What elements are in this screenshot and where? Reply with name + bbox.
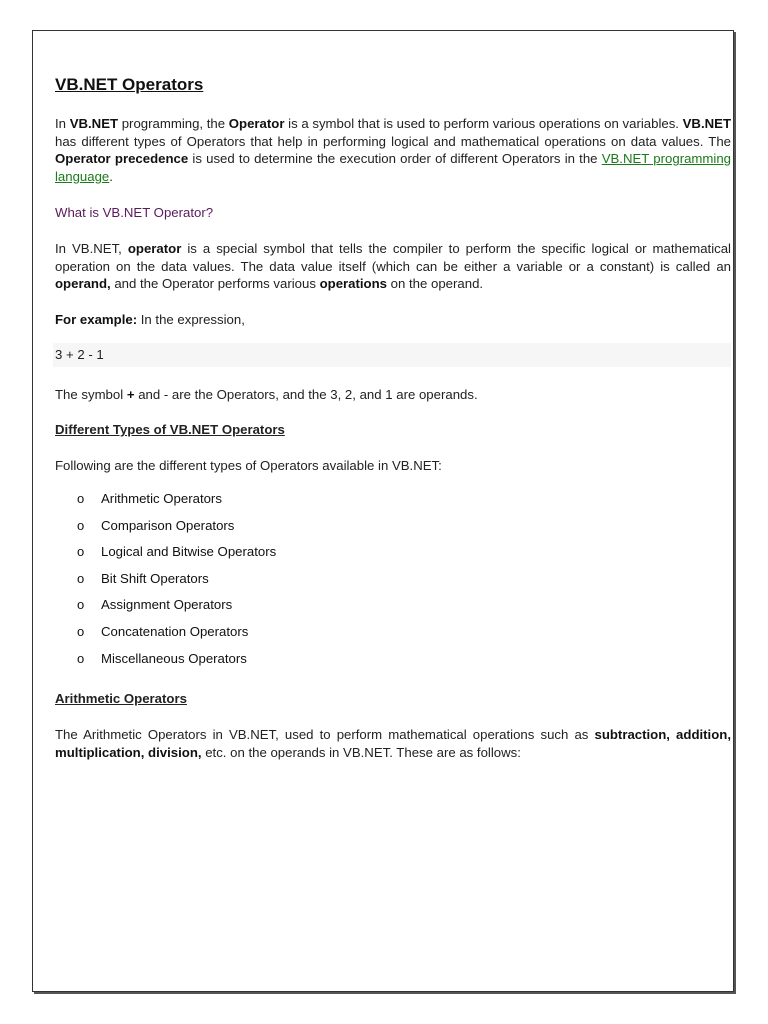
symbol-note-paragraph [55, 386, 731, 404]
definition-paragraph [55, 240, 731, 293]
definition-bold-1: operator [127, 241, 182, 256]
list-item-label: Comparison Operators [101, 517, 235, 533]
arithmetic-description [55, 726, 731, 761]
bullet-icon: o [77, 570, 85, 586]
symbol-text-1: The symbol [55, 387, 127, 402]
arith-bold: subtraction, addition, multiplication, division, [55, 727, 731, 760]
bullet-icon: o [77, 491, 85, 506]
definition-bold-3: operations [319, 276, 388, 292]
symbol-text-2: and - are the Operators, and the 3, 2, and 1 are operands. [134, 387, 478, 402]
list-item [55, 489, 276, 516]
example-paragraph [55, 311, 731, 329]
vbnet-language-link[interactable]: VB.NET programming language [55, 151, 731, 184]
list-item-label: Bit Shift Operators [101, 570, 209, 586]
what-is-heading: What is VB.NET Operator? [55, 205, 214, 220]
list-item-label: Logical and Bitwise Operators [101, 544, 277, 560]
bullet-icon: o [77, 650, 85, 666]
operator-types-list [55, 489, 276, 675]
list-item-label: Assignment Operators [101, 597, 233, 613]
list-item [55, 516, 276, 543]
definition-text-1: In VB.NET, [55, 241, 128, 256]
arith-text-1: The Arithmetic Operators in VB.NET, used to perform mathematical operations such as [55, 727, 595, 742]
list-item-label: Miscellaneous Operators [101, 650, 247, 666]
list-item [55, 569, 276, 596]
list-item [55, 622, 276, 649]
bullet-icon: o [77, 623, 85, 639]
intro-text-2: programming, the [118, 116, 229, 131]
definition-text-3: and the Operator performs various [110, 276, 320, 292]
bullet-icon: o [77, 544, 85, 560]
bullet-icon: o [77, 597, 85, 613]
definition-text-4: on the operand. [387, 276, 484, 292]
symbol-bold: + [126, 387, 135, 402]
arith-text-2: etc. on the operands in VB.NET. These are as follows: [201, 744, 521, 760]
intro-text-1: In [55, 116, 70, 131]
intro-text-3: is a symbol that is used to perform various operations on variables. [284, 116, 683, 131]
intro-text-6: . [109, 168, 113, 184]
definition-bold-2: operand, [55, 276, 111, 292]
list-item-label: Concatenation Operators [101, 623, 249, 639]
list-item [55, 595, 276, 622]
intro-bold-4: Operator precedence [55, 151, 189, 167]
intro-paragraph [55, 115, 731, 185]
types-heading: Different Types of VB.NET Operators [55, 422, 285, 437]
list-item-label: Arithmetic Operators [101, 491, 222, 506]
intro-bold-2: Operator [228, 116, 285, 131]
bullet-icon: o [77, 517, 85, 533]
document-page [32, 30, 734, 992]
example-text: In the expression, [137, 312, 245, 327]
list-item [55, 649, 276, 676]
types-intro: Following are the different types of Operators available in VB.NET: [55, 458, 442, 473]
intro-bold-1: VB.NET [69, 116, 119, 131]
code-block: 3 + 2 - 1 [53, 343, 731, 367]
page-title: VB.NET Operators [55, 75, 204, 94]
arithmetic-heading: Arithmetic Operators [55, 691, 187, 706]
definition-text-2: is a special symbol that tells the compiler to perform the specific logical or mathematical operation on the data values. The data value itself (which can be either a variable or a constant) is called an [55, 241, 731, 274]
list-item [55, 542, 276, 569]
example-label: For example: [55, 312, 138, 327]
intro-text-5: is used to determine the execution order of different Operators in the [188, 151, 602, 167]
intro-text-4: has different types of Operators that help in performing logical and mathematical operations on data values. The [55, 133, 731, 149]
intro-bold-3: VB.NET [682, 116, 731, 131]
